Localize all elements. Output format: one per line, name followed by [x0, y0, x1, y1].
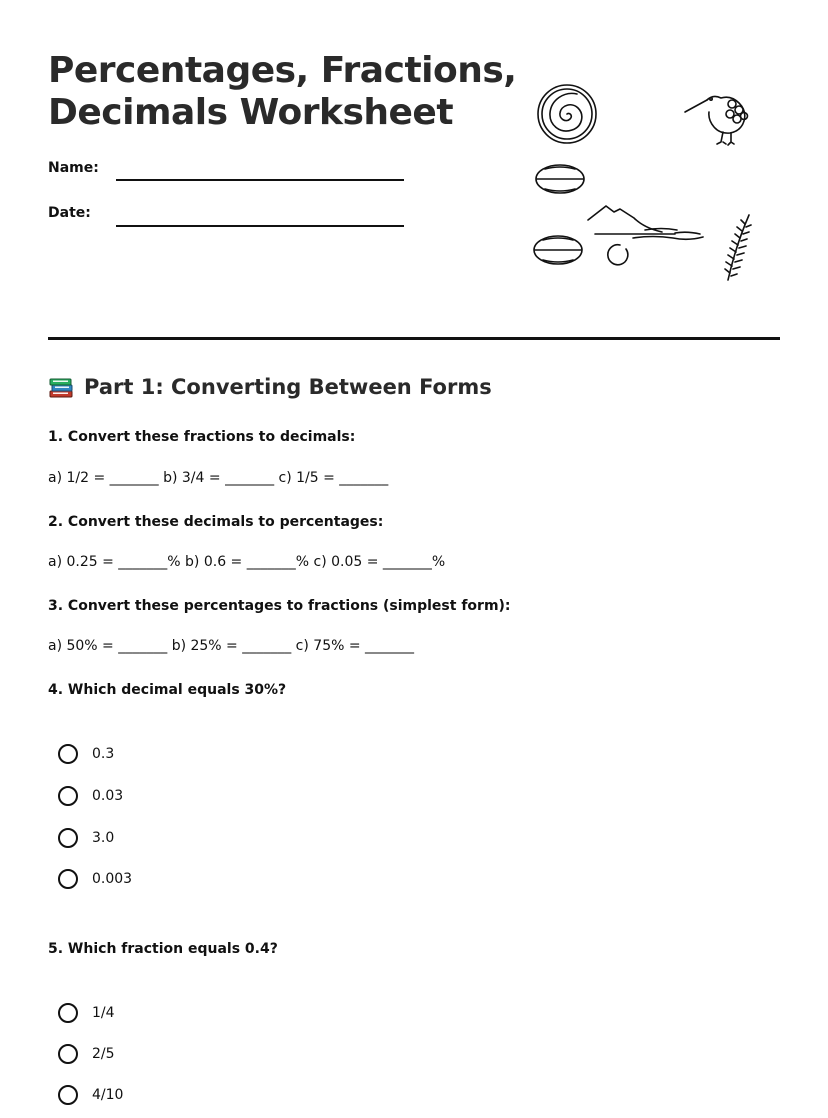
question-4-option[interactable] — [58, 828, 114, 848]
kiwi-bird-icon — [685, 96, 748, 145]
radio-button[interactable] — [58, 1044, 78, 1064]
rugby-ball-icon — [534, 236, 582, 264]
question-4-option[interactable] — [58, 869, 132, 889]
koru-spiral-icon — [538, 85, 596, 143]
question-2-prompt: 2. Convert these decimals to percentages: — [48, 514, 384, 530]
question-1-prompt: 1. Convert these fractions to decimals: — [48, 429, 356, 445]
question-5-option[interactable] — [58, 1085, 123, 1105]
decorative-illustrations — [525, 70, 775, 300]
radio-button[interactable] — [58, 744, 78, 764]
option-label: 4/10 — [92, 1087, 124, 1103]
part1-heading-text: Part 1: Converting Between Forms — [84, 375, 492, 399]
radio-button[interactable] — [58, 869, 78, 889]
page-title: Percentages, Fractions, Decimals Worksheet — [48, 50, 517, 133]
date-field[interactable] — [116, 225, 404, 227]
option-label: 1/4 — [92, 1005, 115, 1021]
radio-button[interactable] — [58, 786, 78, 806]
ring-icon — [608, 245, 628, 265]
rugby-ball-icon — [536, 165, 584, 193]
question-4-option[interactable] — [58, 744, 114, 764]
question-1-answer-line[interactable]: a) 1/2 = _______ b) 3/4 = _______ c) 1/5 = _______ — [48, 470, 389, 486]
radio-button[interactable] — [58, 1003, 78, 1023]
date-label: Date: — [48, 205, 91, 221]
question-5-option[interactable] — [58, 1044, 115, 1064]
option-label: 0.3 — [92, 746, 115, 762]
option-label: 0.03 — [92, 788, 124, 804]
books-icon — [48, 374, 74, 400]
question-5-prompt: 5. Which fraction equals 0.4? — [48, 941, 278, 957]
question-4-option[interactable] — [58, 786, 123, 806]
name-field[interactable] — [116, 179, 404, 181]
radio-button[interactable] — [58, 828, 78, 848]
option-label: 3.0 — [92, 830, 115, 846]
mountain-lake-icon — [588, 206, 703, 239]
radio-button[interactable] — [58, 1085, 78, 1105]
question-3-prompt: 3. Convert these percentages to fractions (simplest form): — [48, 598, 511, 614]
question-2-answer-line[interactable]: a) 0.25 = _______% b) 0.6 = _______% c) 0.05 = _______% — [48, 554, 446, 570]
option-label: 0.003 — [92, 871, 133, 887]
part1-heading — [48, 374, 492, 400]
fern-icon — [725, 215, 751, 280]
section-divider — [48, 337, 780, 340]
name-label: Name: — [48, 160, 99, 176]
question-5-option[interactable] — [58, 1003, 115, 1023]
question-4-prompt: 4. Which decimal equals 30%? — [48, 682, 287, 698]
option-label: 2/5 — [92, 1046, 115, 1062]
question-3-answer-line[interactable]: a) 50% = _______ b) 25% = _______ c) 75% = _______ — [48, 638, 415, 654]
